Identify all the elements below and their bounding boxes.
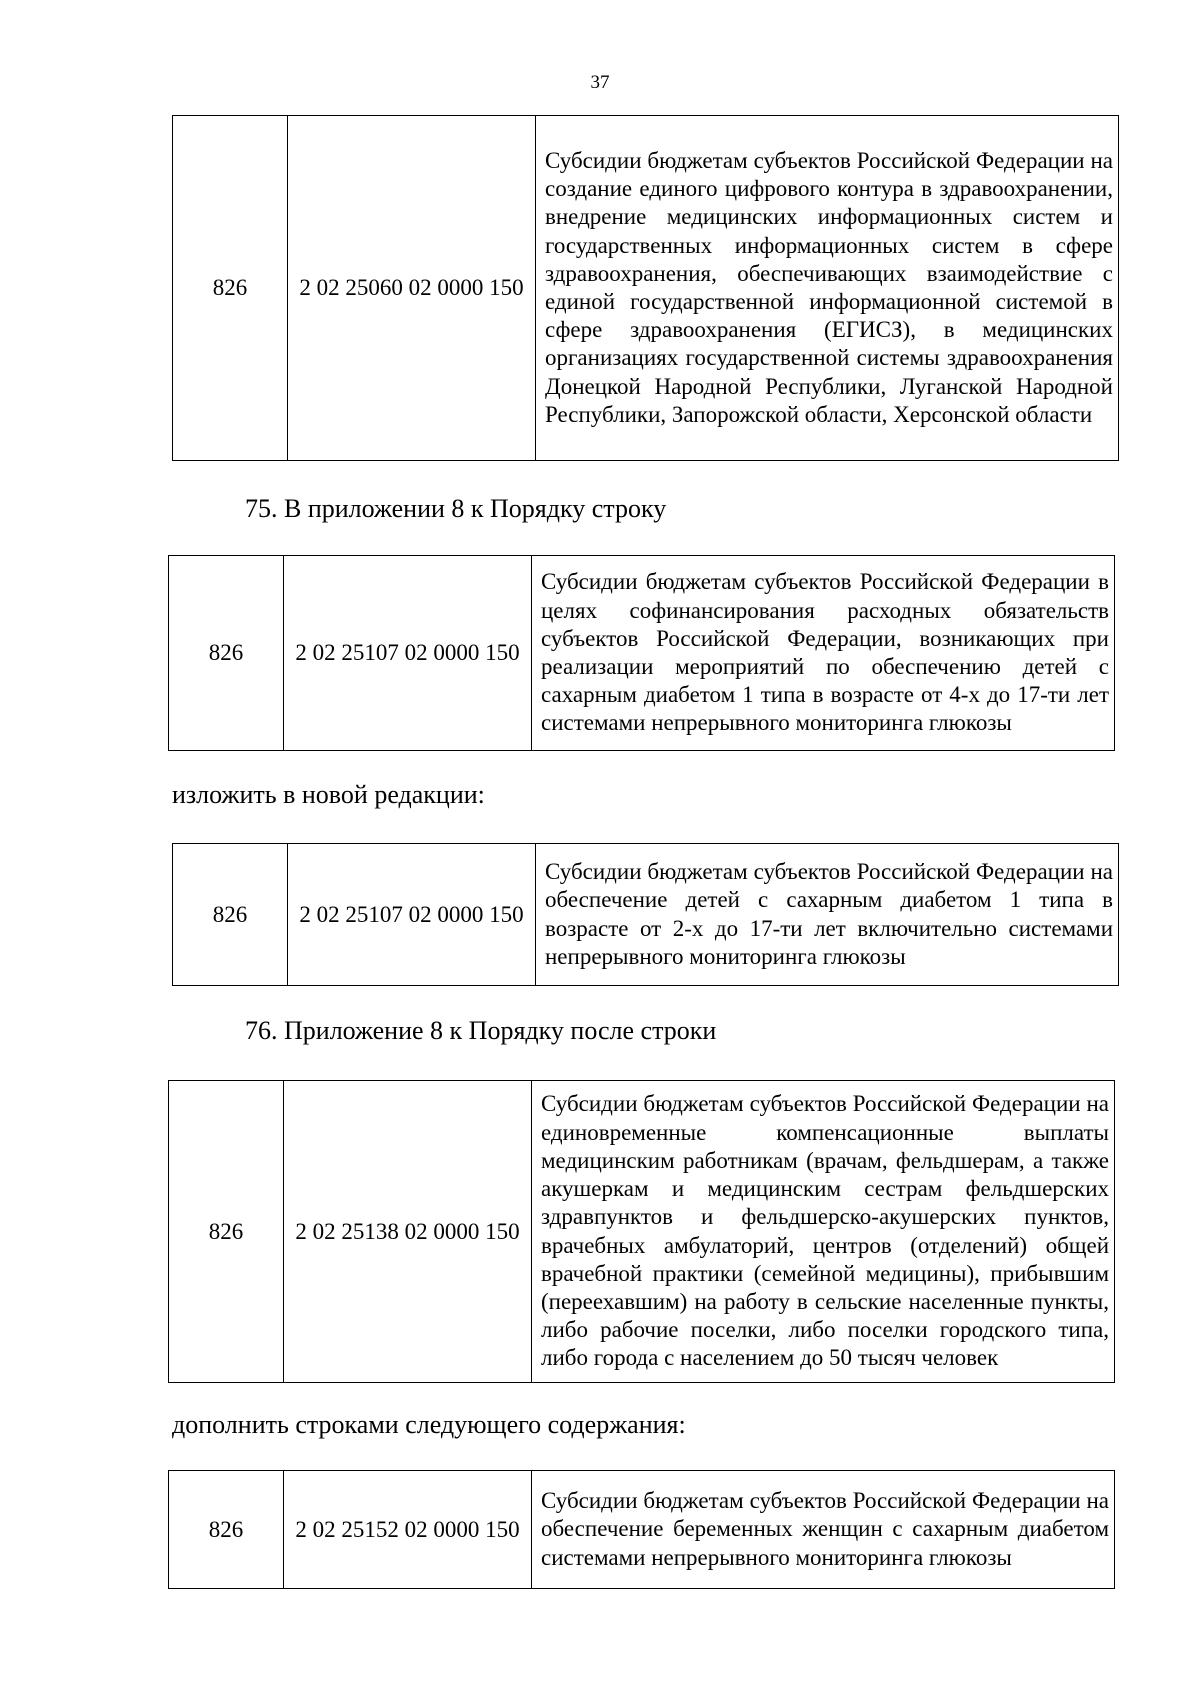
paragraph-new-edition: изложить в новой редакции: xyxy=(172,780,485,809)
description-cell: Субсидии бюджетам субъектов Российской Федерации на создание единого цифрового контура в здравоохранении, внедрение медицинских информационных систем и государственных информационных систем в сфере здравоохранения, обеспечивающих взаимодействие с единой государственной информационной системой в сфере здравоохранения (ЕГИСЗ), в медицинских организациях государственной системы здравоохранения Донецкой Народной Республики, Луганской Народной Республики, Запорожской области, Херсонской области xyxy=(536,116,1119,461)
kbk-code-cell: 2 02 25152 02 0000 150 xyxy=(284,1471,532,1589)
kbk-code-cell: 2 02 25138 02 0000 150 xyxy=(284,1081,532,1383)
table-row-25060 xyxy=(172,115,1119,461)
table-row-25152 xyxy=(168,1470,1115,1589)
admin-code-cell: 826 xyxy=(173,116,288,461)
kbk-code-cell: 2 02 25107 02 0000 150 xyxy=(284,556,532,751)
kbk-code-cell: 2 02 25060 02 0000 150 xyxy=(288,116,536,461)
description-cell: Субсидии бюджетам субъектов Российской Федерации в целях софинансирования расходных обязательств субъектов Российской Федерации, возникающих при реализации мероприятий по обеспечению детей с сахарным диабетом 1 типа в возрасте от 4-х до 17-ти лет системами непрерывного мониторинга глюкозы xyxy=(532,556,1115,751)
paragraph-supplement: дополнить строками следующего содержания: xyxy=(172,1410,686,1439)
admin-code-cell: 826 xyxy=(169,1081,284,1383)
paragraph-76: 76. Приложение 8 к Порядку после строки xyxy=(245,1016,717,1045)
description-cell: Субсидии бюджетам субъектов Российской Федерации на обеспечение беременных женщин с сахарным диабетом системами непрерывного мониторинга глюкозы xyxy=(532,1471,1115,1589)
admin-code-cell: 826 xyxy=(173,844,288,986)
page-number: 37 xyxy=(590,72,610,93)
paragraph-75: 75. В приложении 8 к Порядку строку xyxy=(245,494,667,523)
description-cell: Субсидии бюджетам субъектов Российской Федерации на единовременные компенсационные выплаты медицинским работникам (врачам, фельдшерам, а также акушеркам и медицинским сестрам фельдшерских здравпунктов и фельдшерско-акушерских пунктов, врачебных амбулаторий, центров (отделений) общей врачебной практики (семейной медицины), прибывшим (переехавшим) на работу в сельские населенные пункты, либо рабочие поселки, либо поселки городского типа, либо города с населением до 50 тысяч человек xyxy=(532,1081,1115,1383)
admin-code-cell: 826 xyxy=(169,1471,284,1589)
kbk-code-cell: 2 02 25107 02 0000 150 xyxy=(288,844,536,986)
description-cell: Субсидии бюджетам субъектов Российской Федерации на обеспечение детей с сахарным диабетом 1 типа в возрасте от 2-х до 17-ти лет включительно системами непрерывного мониторинга глюкозы xyxy=(536,844,1119,986)
table-row-25107-new xyxy=(172,843,1119,986)
table-row-25107-old xyxy=(168,555,1115,751)
admin-code-cell: 826 xyxy=(169,556,284,751)
table-row-25138 xyxy=(168,1080,1115,1383)
